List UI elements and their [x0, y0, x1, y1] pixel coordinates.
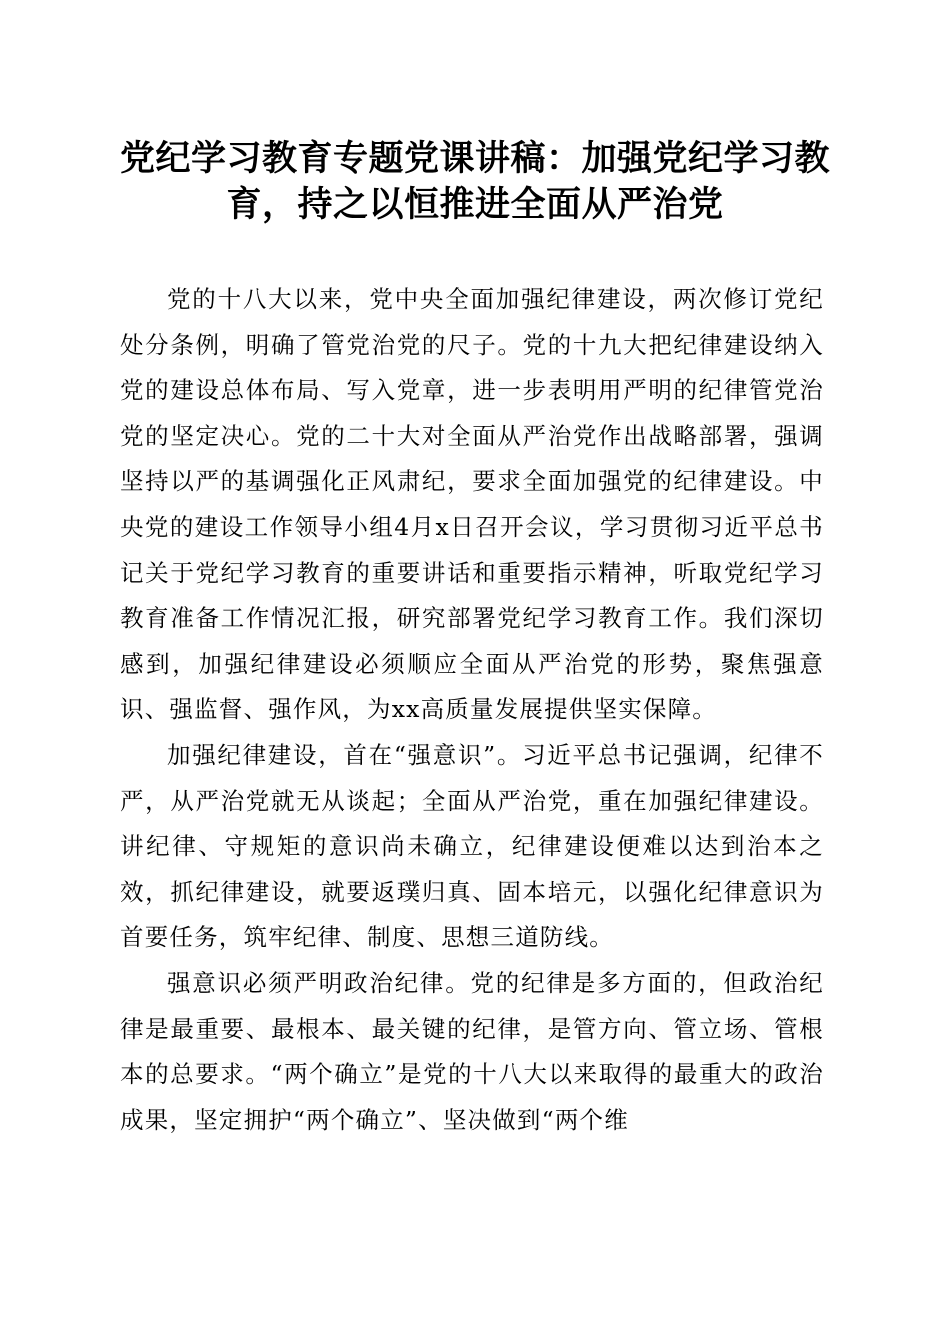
title-line-1: 党纪学习教育专题党课讲稿：加强党纪学习教 — [119, 138, 830, 179]
body-paragraph-2: 加强纪律建设，首在“强意识”。习近平总书记强调，纪律不严，从严治党就无从谈起；全面从严治党，重在加强纪律建设。讲纪律、守规矩的意识尚未确立，纪律建设便难以达到治本之效，抓纪律建设，就要返璞归真、固本培元，以强化纪律意识为首要任务，筑牢纪律、制度、思想三道防线。 — [120, 740, 824, 952]
document-title — [110, 136, 840, 228]
document-body — [120, 277, 824, 1143]
body-paragraph-3: 强意识必须严明政治纪律。党的纪律是多方面的，但政治纪律是最重要、最根本、最关键的纪律，是管方向、管立场、管根本的总要求。“两个确立”是党的十八大以来取得的最重大的政治成果，坚定拥护“两个确立”、坚决做到“两个维 — [120, 968, 824, 1134]
body-paragraph-1: 党的十八大以来，党中央全面加强纪律建设，两次修订党纪处分条例，明确了管党治党的尺子。党的十九大把纪律建设纳入党的建设总体布局、写入党章，进一步表明用严明的纪律管党治党的坚定决心。党的二十大对全面从严治党作出战略部署，强调坚持以严的基调强化正风肃纪，要求全面加强党的纪律建设。中央党的建设工作领导小组4月x日召开会议，学习贯彻习近平总书记关于党纪学习教育的重要讲话和重要指示精神，听取党纪学习教育准备工作情况汇报，研究部署党纪学习教育工作。我们深切感到，加强纪律建设必须顺应全面从严治党的形势，聚焦强意识、强监督、强作风，为xx高质量发展提供坚实保障。 — [120, 285, 824, 724]
title-line-2: 育，持之以恒推进全面从严治党 — [226, 184, 724, 225]
